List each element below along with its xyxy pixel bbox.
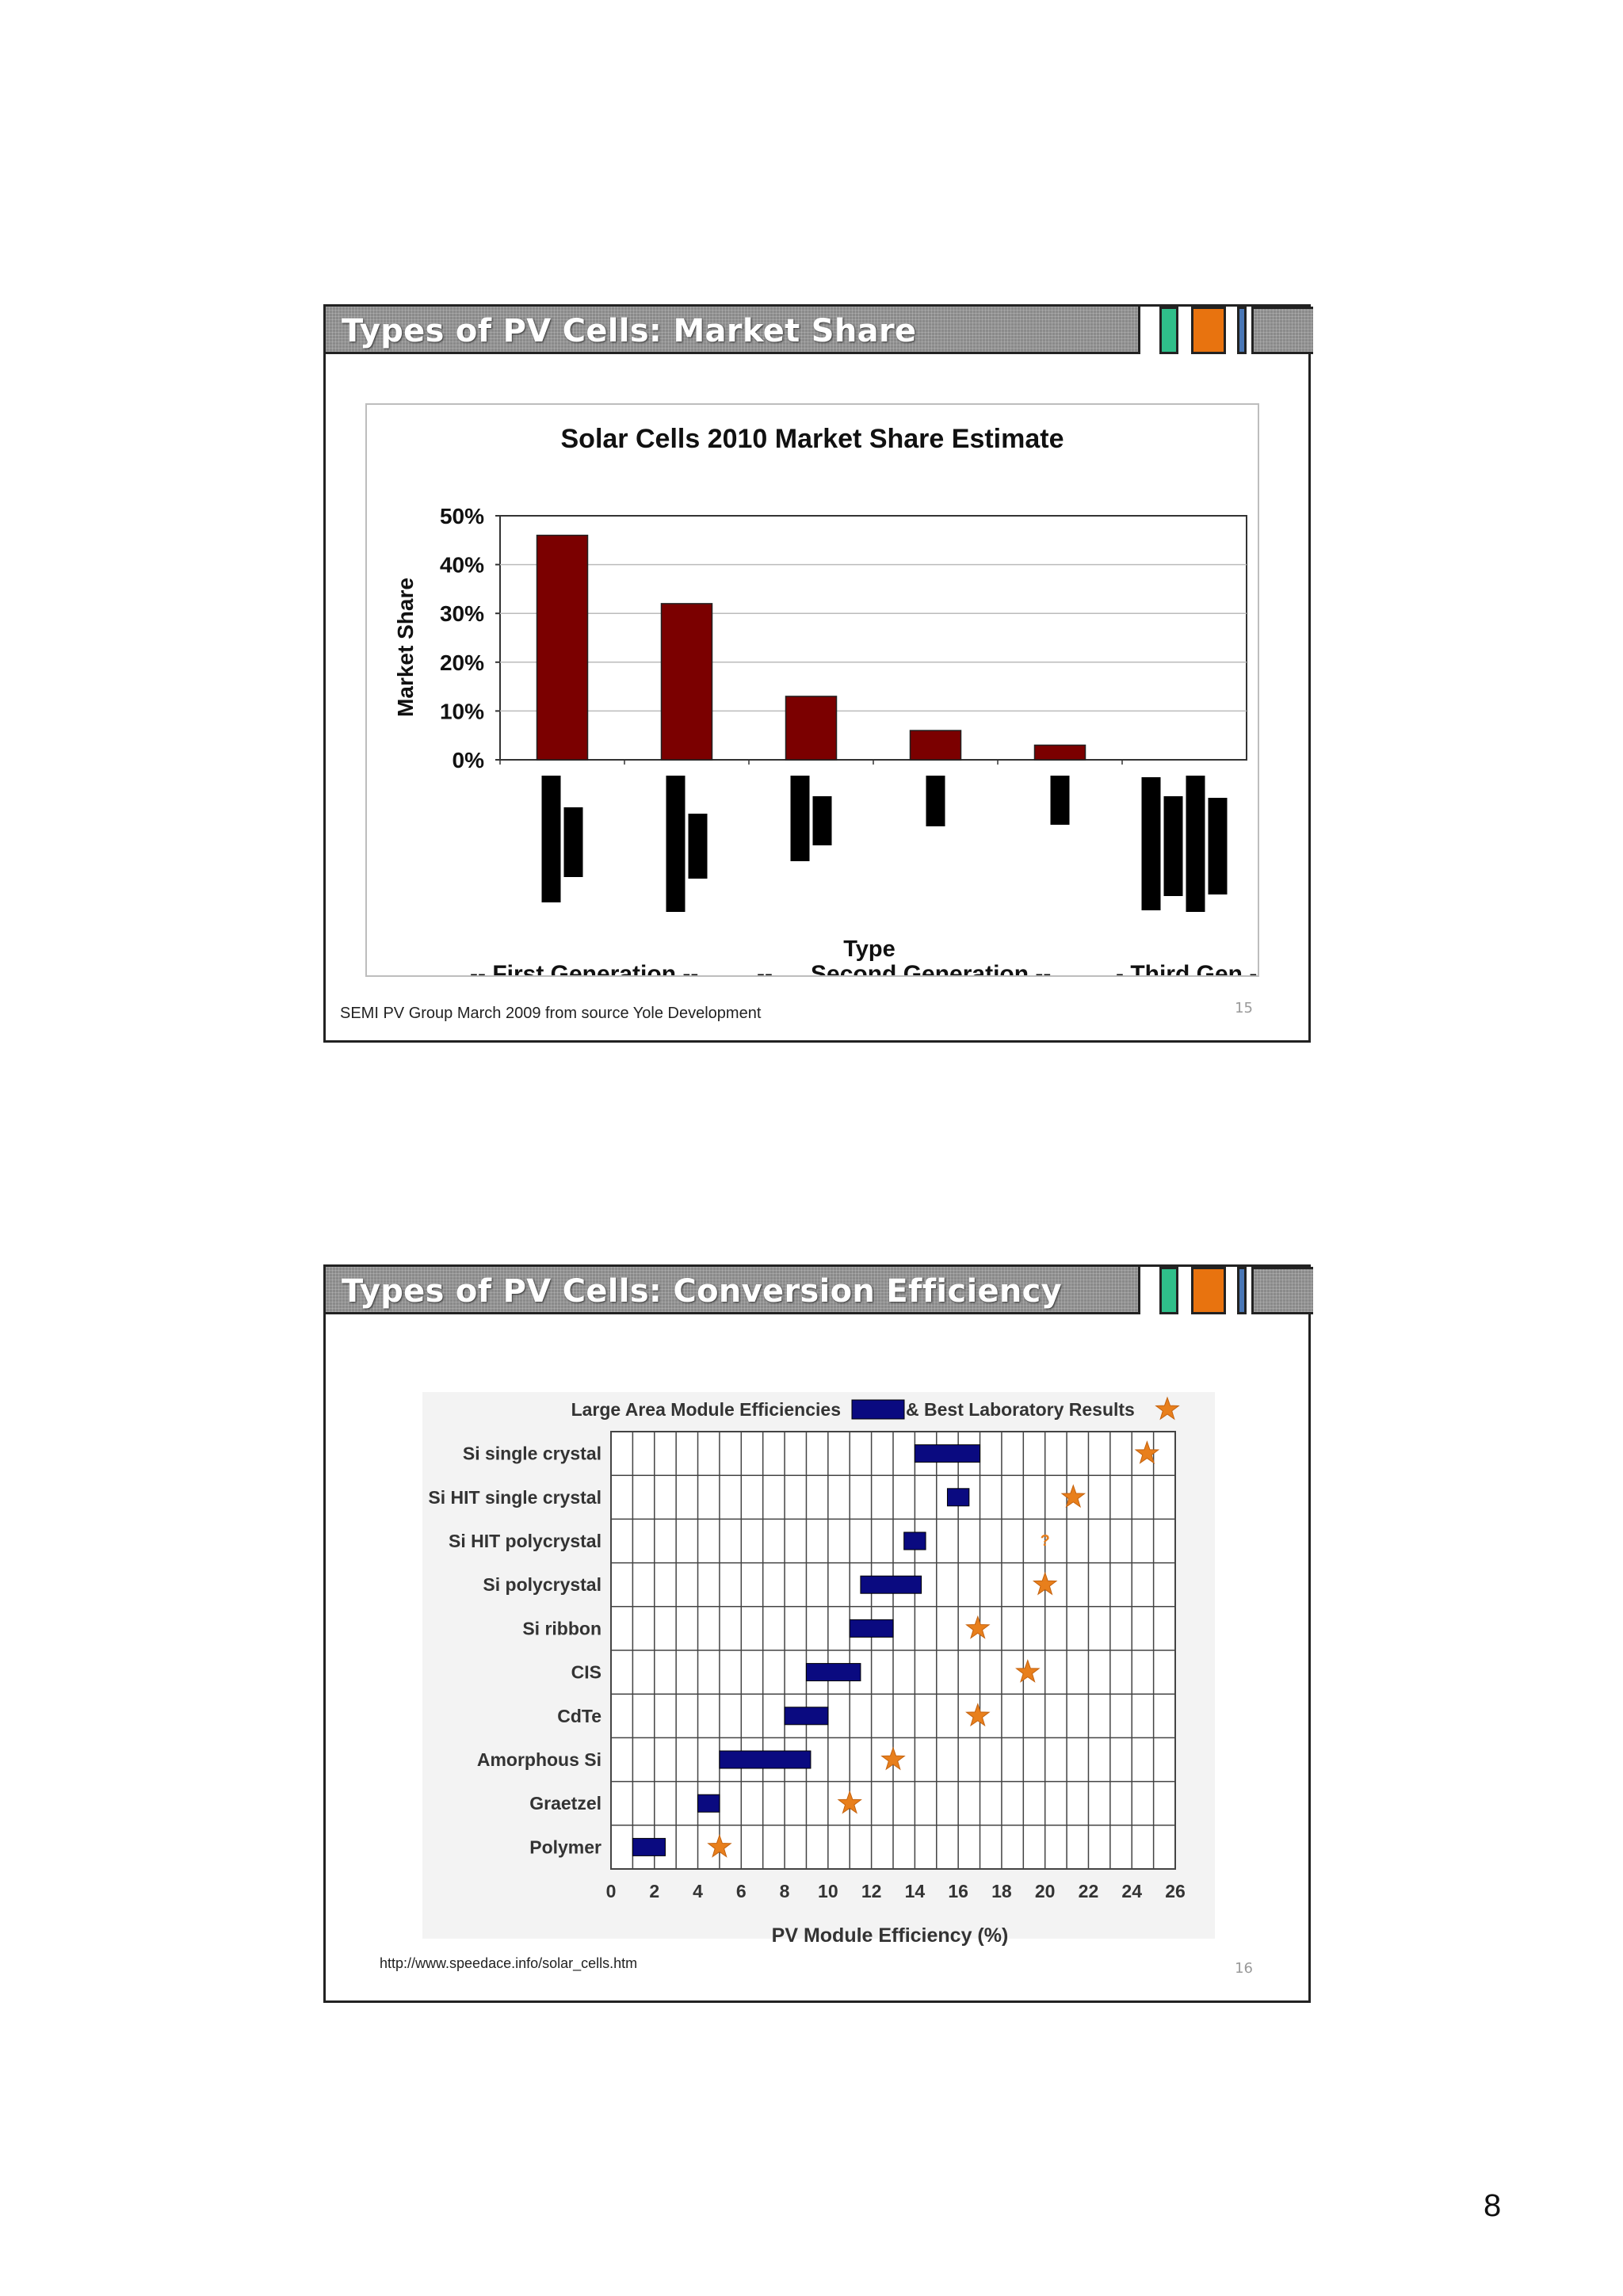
generation-label-third: - Third Gen - (1116, 961, 1258, 975)
row-label: Polymer (529, 1836, 601, 1858)
category-marker-block (813, 796, 832, 845)
legend-markers (542, 776, 1228, 912)
x-tick-label: 10 (818, 1881, 838, 1901)
source-url: http://www.speedace.info/solar_cells.htm (380, 1955, 638, 1971)
generation-label-second: Second Generation -- (811, 961, 1052, 975)
x-tick-label: 8 (779, 1881, 790, 1901)
legend-star-label: & Best Laboratory Results (906, 1399, 1135, 1420)
x-tick-label: 2 (649, 1881, 660, 1901)
page-number: 8 (1484, 2188, 1502, 2223)
y-tick-label: 20% (439, 650, 484, 675)
row-label: Amorphous Si (476, 1749, 601, 1770)
accent-blue-block (1237, 307, 1247, 354)
x-tick-label: 22 (1078, 1881, 1099, 1901)
x-axis-label: Type (843, 936, 896, 962)
slide-number: 15 (1235, 1000, 1253, 1016)
category-marker-block (791, 776, 810, 861)
x-tick-label: 20 (1034, 1881, 1056, 1901)
row-label: CIS (571, 1661, 601, 1683)
y-tick-label: 40% (439, 552, 484, 578)
category-marker-block (926, 776, 945, 826)
x-axis-label: PV Module Efficiency (%) (771, 1924, 1009, 1947)
market-share-chart-frame (365, 403, 1259, 977)
efficiency-range-bar (785, 1707, 828, 1725)
row-label: Graetzel (529, 1793, 601, 1814)
x-tick-label: 24 (1121, 1881, 1143, 1901)
y-tick-label: 30% (439, 601, 484, 627)
x-tick-label: 12 (861, 1881, 882, 1901)
category-marker-block (1209, 798, 1228, 894)
efficiency-range-bar (861, 1576, 922, 1593)
x-tick-label: 14 (904, 1881, 926, 1901)
y-tick-label: 10% (439, 699, 484, 724)
generation-label-first: -- First Generation -- (470, 961, 699, 975)
y-tick-label: 0% (452, 748, 484, 772)
slide-market-share (323, 304, 1311, 1043)
x-tick-label: 18 (991, 1881, 1012, 1901)
market-share-chart (367, 405, 1258, 975)
legend-bar-label: Large Area Module Efficiencies (571, 1399, 841, 1420)
row-label: Si HIT single crystal (428, 1486, 601, 1508)
row-label: Si single crystal (462, 1443, 601, 1464)
y-tick-label: 50% (439, 504, 484, 528)
market-share-bar (662, 604, 712, 760)
source-citation: SEMI PV Group March 2009 from source Yole Development (340, 1005, 762, 1022)
chart-title: Solar Cells 2010 Market Share Estimate (560, 424, 1064, 454)
slide-conversion-efficiency (323, 1264, 1311, 2003)
accent-grey-block (1251, 307, 1313, 354)
x-tick-label: 4 (693, 1881, 703, 1901)
efficiency-range-bar (632, 1838, 665, 1855)
category-marker-block (1142, 777, 1161, 910)
category-marker-block (542, 776, 561, 902)
efficiency-range-bar (904, 1532, 926, 1550)
x-tick-label: 0 (605, 1881, 617, 1901)
category-marker-block (666, 776, 685, 912)
category-marker-block (564, 807, 583, 877)
slide-title: Types of PV Cells: Market Share (342, 313, 917, 349)
slide-title: Types of PV Cells: Conversion Efficiency (342, 1273, 1063, 1310)
legend-bar-swatch (852, 1400, 904, 1419)
accent-orange-block (1191, 307, 1226, 354)
slide-number: 16 (1235, 1960, 1253, 1977)
row-label: Si HIT polycrystal (448, 1531, 601, 1551)
accent-green-block (1159, 307, 1178, 354)
plot-area (500, 516, 1247, 760)
x-tick-label: 16 (948, 1881, 968, 1901)
generation-separator: -- (757, 961, 773, 975)
market-share-bar (1035, 746, 1086, 760)
category-marker-block (1164, 796, 1183, 896)
category-marker-block (1186, 776, 1205, 912)
efficiency-range-bar (850, 1619, 893, 1637)
y-axis-label: Market Share (393, 578, 418, 717)
category-marker-block (689, 814, 708, 879)
efficiency-chart (326, 1267, 1313, 1964)
efficiency-range-bar (698, 1794, 720, 1812)
market-share-bar (911, 730, 961, 760)
category-marker-block (1051, 776, 1070, 825)
x-tick-label: 26 (1165, 1881, 1186, 1901)
market-share-bar (786, 696, 837, 760)
market-share-bar (537, 536, 588, 760)
efficiency-range-bar (720, 1751, 811, 1768)
efficiency-range-bar (806, 1664, 860, 1681)
efficiency-range-bar (947, 1489, 968, 1506)
efficiency-range-bar (915, 1445, 980, 1463)
x-tick-label: 6 (735, 1881, 747, 1901)
row-label: Si ribbon (522, 1618, 601, 1639)
slide-title-bar (326, 307, 1140, 354)
row-label: CdTe (557, 1705, 601, 1726)
row-label: Si polycrystal (483, 1574, 601, 1596)
uncertain-marker: ? (1040, 1532, 1050, 1550)
